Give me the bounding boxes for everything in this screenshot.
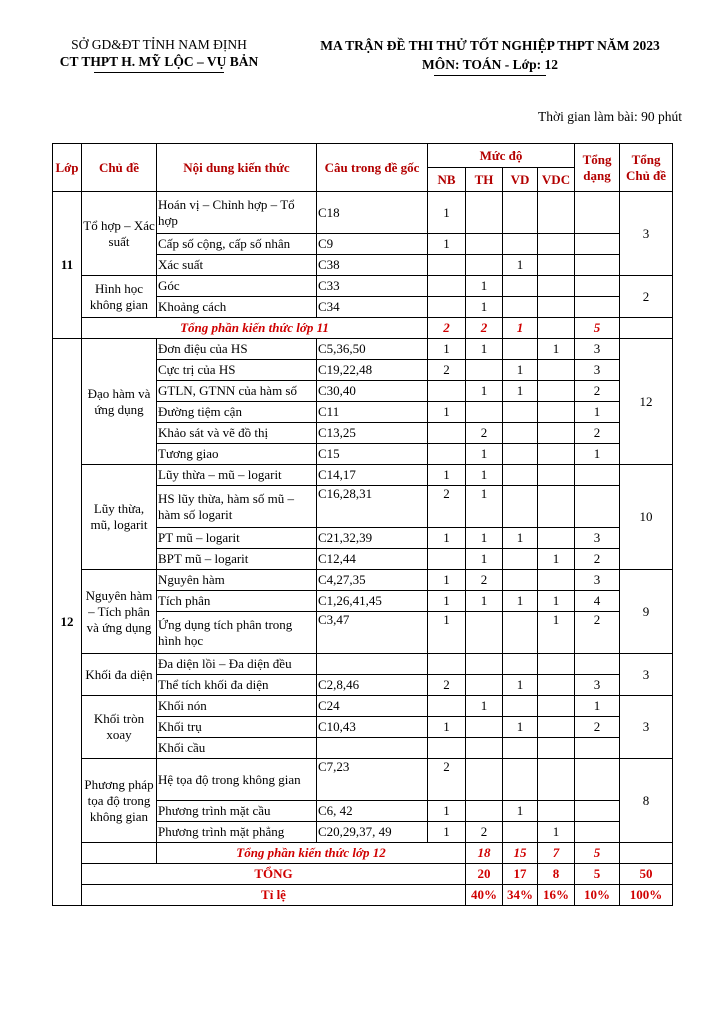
question-cell: C3,47 [317, 612, 428, 654]
content-cell: Khối trụ [157, 717, 317, 738]
question-cell: C4,27,35 [317, 570, 428, 591]
th-cell: 1 [466, 276, 503, 297]
header-vdc: VDC [538, 168, 575, 192]
ratio-vd: 16% [538, 885, 575, 906]
nb-cell [428, 654, 466, 675]
tong-dang-cell [575, 297, 620, 318]
topic-name: Khối tròn xoay [82, 696, 157, 759]
th-cell [466, 738, 503, 759]
topic-total: 12 [620, 339, 673, 465]
content-cell: HS lũy thừa, hàm số mũ – hàm số logarit [157, 486, 317, 528]
question-cell: C15 [317, 444, 428, 465]
summary-empty [620, 318, 673, 339]
tong-dang-cell [575, 276, 620, 297]
content-cell: Nguyên hàm [157, 570, 317, 591]
content-cell: Khối cầu [157, 738, 317, 759]
vdc-cell [538, 528, 575, 549]
question-cell: C5,36,50 [317, 339, 428, 360]
tong-dang-cell: 3 [575, 675, 620, 696]
topic-total: 9 [620, 570, 673, 654]
total-row [53, 864, 673, 885]
total-vd: 8 [538, 864, 575, 885]
ratio-nb: 40% [466, 885, 503, 906]
topic-total: 10 [620, 465, 673, 570]
topic-name: Nguyên hàm – Tích phân và ứng dụng [82, 570, 157, 654]
summary-vdc: 5 [575, 843, 620, 864]
question-cell: C14,17 [317, 465, 428, 486]
vd-cell [503, 738, 538, 759]
th-cell [466, 360, 503, 381]
tong-dang-cell: 1 [575, 402, 620, 423]
tong-dang-cell: 2 [575, 717, 620, 738]
topic-name: Đạo hàm và ứng dụng [82, 339, 157, 465]
header-vd: VD [503, 168, 538, 192]
content-cell: Hệ tọa độ trong không gian [157, 759, 317, 801]
nb-cell: 1 [428, 612, 466, 654]
summary-nb: 18 [466, 843, 503, 864]
tong-dang-cell [575, 654, 620, 675]
content-cell: Khoảng cách [157, 297, 317, 318]
ratio-vdc: 10% [575, 885, 620, 906]
header-cau-trong-de: Câu trong đề gốc [317, 144, 428, 192]
exam-duration: Thời gian làm bài: 90 phút [538, 109, 682, 124]
vdc-cell [538, 360, 575, 381]
question-cell: C24 [317, 696, 428, 717]
question-cell: C6, 42 [317, 801, 428, 822]
th-cell: 2 [466, 423, 503, 444]
question-cell: C20,29,37, 49 [317, 822, 428, 843]
vdc-cell [538, 255, 575, 276]
topic-name: Lũy thừa, mũ, logarit [82, 465, 157, 570]
header-noi-dung: Nội dung kiến thức [157, 144, 317, 192]
question-cell: C11 [317, 402, 428, 423]
tong-dang-cell: 2 [575, 381, 620, 402]
total-tong: 50 [620, 864, 673, 885]
question-cell: C7,23 [317, 759, 428, 801]
vd-cell [503, 339, 538, 360]
tong-dang-cell: 2 [575, 423, 620, 444]
vdc-cell: 1 [538, 612, 575, 654]
tong-dang-cell: 3 [575, 570, 620, 591]
vdc-cell: 1 [538, 339, 575, 360]
ratio-label: Tỉ lệ [82, 885, 466, 906]
total-label: TỔNG [82, 864, 466, 885]
question-cell: C18 [317, 192, 428, 234]
table-row [53, 276, 673, 297]
subject-line: MÔN: TOÁN - Lớp: 12 [422, 57, 558, 72]
vdc-cell [538, 570, 575, 591]
th-cell [466, 717, 503, 738]
tong-dang-cell: 3 [575, 528, 620, 549]
vdc-cell [538, 738, 575, 759]
tong-dang-cell [575, 738, 620, 759]
nb-cell: 1 [428, 570, 466, 591]
vd-cell [503, 297, 538, 318]
summary-vd: 1 [503, 318, 538, 339]
nb-cell [428, 297, 466, 318]
vdc-cell [538, 486, 575, 528]
vdc-cell [538, 654, 575, 675]
tong-dang-cell [575, 486, 620, 528]
content-cell: Góc [157, 276, 317, 297]
nb-cell: 1 [428, 822, 466, 843]
nb-cell [428, 738, 466, 759]
tong-dang-cell [575, 465, 620, 486]
content-cell: Đơn điệu của HS [157, 339, 317, 360]
nb-cell: 2 [428, 360, 466, 381]
summary-vdc [538, 318, 575, 339]
topic-total: 8 [620, 759, 673, 843]
vdc-cell: 1 [538, 822, 575, 843]
header-th: TH [466, 168, 503, 192]
topic-total: 3 [620, 654, 673, 696]
vdc-cell [538, 717, 575, 738]
vdc-cell [538, 675, 575, 696]
tong-dang-cell: 2 [575, 612, 620, 654]
question-cell [317, 738, 428, 759]
vdc-cell: 1 [538, 591, 575, 612]
content-cell: Đường tiệm cận [157, 402, 317, 423]
topic-total: 3 [620, 192, 673, 276]
vdc-cell [538, 402, 575, 423]
th-cell [466, 675, 503, 696]
th-cell: 1 [466, 381, 503, 402]
subject-underline [434, 75, 546, 76]
tong-dang-cell: 3 [575, 360, 620, 381]
tong-dang-cell [575, 255, 620, 276]
total-th: 17 [503, 864, 538, 885]
nb-cell [428, 444, 466, 465]
th-cell: 1 [466, 339, 503, 360]
tong-dang-cell [575, 234, 620, 255]
content-cell: Tích phân [157, 591, 317, 612]
tong-dang-cell [575, 192, 620, 234]
table-header [53, 144, 673, 192]
vd-cell [503, 570, 538, 591]
summary-th: 2 [466, 318, 503, 339]
summary-th: 15 [503, 843, 538, 864]
nb-cell [428, 549, 466, 570]
nb-cell: 1 [428, 234, 466, 255]
content-cell: Cấp số cộng, cấp số nhân [157, 234, 317, 255]
question-cell: C33 [317, 276, 428, 297]
vdc-cell [538, 444, 575, 465]
header-lop: Lớp [53, 144, 82, 192]
nb-cell [428, 696, 466, 717]
grade-label: 11 [53, 192, 82, 339]
department-name: SỞ GD&ĐT TỈNH NAM ĐỊNH [71, 37, 247, 52]
nb-cell: 1 [428, 402, 466, 423]
vd-cell [503, 822, 538, 843]
header-tong-chu-de: Tổng Chủ đề [620, 144, 673, 192]
exam-matrix-table [52, 143, 673, 906]
nb-cell: 1 [428, 339, 466, 360]
header-nb: NB [428, 168, 466, 192]
tong-dang-cell [575, 801, 620, 822]
question-cell: C10,43 [317, 717, 428, 738]
topic-name: Tổ hợp – Xác suất [82, 192, 157, 276]
ratio-row [53, 885, 673, 906]
nb-cell [428, 381, 466, 402]
content-cell: Thể tích khối đa diện [157, 675, 317, 696]
ratio-tong: 100% [620, 885, 673, 906]
th-cell [466, 612, 503, 654]
content-cell: Khối nón [157, 696, 317, 717]
nb-cell: 2 [428, 759, 466, 801]
vdc-cell [538, 192, 575, 234]
vd-cell: 1 [503, 360, 538, 381]
ratio-th: 34% [503, 885, 538, 906]
vd-cell [503, 444, 538, 465]
th-cell: 2 [466, 822, 503, 843]
content-cell: Đa diện lồi – Đa diện đều [157, 654, 317, 675]
topic-name: Phương pháp tọa độ trong không gian [82, 759, 157, 843]
nb-cell [428, 423, 466, 444]
topic-name: Hình học không gian [82, 276, 157, 318]
th-cell [466, 234, 503, 255]
vdc-cell [538, 381, 575, 402]
vdc-cell [538, 297, 575, 318]
question-cell: C2,8,46 [317, 675, 428, 696]
table-row [53, 192, 673, 234]
question-cell [317, 654, 428, 675]
vd-cell [503, 759, 538, 801]
nb-cell: 1 [428, 528, 466, 549]
nb-cell: 1 [428, 801, 466, 822]
vdc-cell: 1 [538, 549, 575, 570]
question-cell: C1,26,41,45 [317, 591, 428, 612]
school-name: CT THPT H. MỸ LỘC – VỤ BẢN [59, 54, 259, 69]
table-row [53, 570, 673, 591]
tong-dang-cell [575, 759, 620, 801]
th-cell [466, 654, 503, 675]
content-cell: Xác suất [157, 255, 317, 276]
th-cell: 1 [466, 465, 503, 486]
vdc-cell [538, 759, 575, 801]
summary-label: Tổng phần kiến thức lớp 11 [82, 318, 428, 339]
exam-header [290, 36, 690, 76]
header-underline [94, 72, 224, 73]
th-cell: 1 [466, 486, 503, 528]
vdc-cell [538, 234, 575, 255]
tong-dang-cell [575, 822, 620, 843]
vd-cell: 1 [503, 717, 538, 738]
content-cell: Cực trị của HS [157, 360, 317, 381]
th-cell: 1 [466, 696, 503, 717]
content-cell: Hoán vị – Chỉnh hợp – Tổ hợp [157, 192, 317, 234]
grade-label: 12 [53, 339, 82, 906]
summary-vd: 7 [538, 843, 575, 864]
th-cell: 1 [466, 528, 503, 549]
vdc-cell [538, 423, 575, 444]
nb-cell: 1 [428, 591, 466, 612]
th-cell: 1 [466, 297, 503, 318]
table-row [53, 465, 673, 486]
vd-cell: 1 [503, 255, 538, 276]
summary-nb: 2 [428, 318, 466, 339]
content-cell: Lũy thừa – mũ – logarit [157, 465, 317, 486]
vdc-cell [538, 696, 575, 717]
tong-dang-cell: 2 [575, 549, 620, 570]
th-cell [466, 255, 503, 276]
summary-row-grade11 [53, 318, 673, 339]
vd-cell [503, 276, 538, 297]
question-cell: C30,40 [317, 381, 428, 402]
question-cell: C34 [317, 297, 428, 318]
vd-cell: 1 [503, 528, 538, 549]
nb-cell [428, 255, 466, 276]
tong-dang-cell: 1 [575, 444, 620, 465]
question-cell: C19,22,48 [317, 360, 428, 381]
nb-cell: 1 [428, 717, 466, 738]
vd-cell [503, 192, 538, 234]
summary-tong [620, 843, 673, 864]
nb-cell: 1 [428, 192, 466, 234]
content-cell: GTLN, GTNN của hàm số [157, 381, 317, 402]
topic-total: 3 [620, 696, 673, 759]
vdc-cell [538, 276, 575, 297]
vd-cell [503, 549, 538, 570]
table-body [53, 192, 673, 906]
content-cell: Khảo sát và vẽ đồ thị [157, 423, 317, 444]
th-cell: 2 [466, 570, 503, 591]
question-cell: C13,25 [317, 423, 428, 444]
vd-cell [503, 423, 538, 444]
content-cell: Ứng dụng tích phân trong hình học [157, 612, 317, 654]
th-cell: 1 [466, 444, 503, 465]
exam-title: MA TRẬN ĐỀ THI THỬ TỐT NGHIỆP THPT NĂM 2023 [320, 38, 660, 53]
nb-cell [428, 276, 466, 297]
vd-cell [503, 465, 538, 486]
vd-cell [503, 696, 538, 717]
content-cell: Phương trình mặt cầu [157, 801, 317, 822]
content-cell: Phương trình mặt phẳng [157, 822, 317, 843]
summary-tong: 5 [575, 318, 620, 339]
vd-cell [503, 612, 538, 654]
vd-cell [503, 234, 538, 255]
vd-cell: 1 [503, 591, 538, 612]
vd-cell: 1 [503, 801, 538, 822]
th-cell: 1 [466, 549, 503, 570]
school-header [40, 36, 278, 73]
summary-empty [82, 843, 157, 864]
question-cell: C21,32,39 [317, 528, 428, 549]
table-row [53, 759, 673, 801]
question-cell: C38 [317, 255, 428, 276]
vd-cell [503, 402, 538, 423]
th-cell [466, 759, 503, 801]
question-cell: C12,44 [317, 549, 428, 570]
total-vdc: 5 [575, 864, 620, 885]
tong-dang-cell: 4 [575, 591, 620, 612]
header-muc-do: Mức độ [428, 144, 575, 168]
nb-cell: 1 [428, 465, 466, 486]
nb-cell: 2 [428, 486, 466, 528]
header-chu-de: Chủ đề [82, 144, 157, 192]
tong-dang-cell: 1 [575, 696, 620, 717]
question-cell: C9 [317, 234, 428, 255]
header-tong-dang: Tổng dạng [575, 144, 620, 192]
summary-row-grade12 [53, 843, 673, 864]
summary-label: Tổng phần kiến thức lớp 12 [157, 843, 466, 864]
table-row [53, 696, 673, 717]
th-cell [466, 192, 503, 234]
th-cell [466, 402, 503, 423]
content-cell: PT mũ – logarit [157, 528, 317, 549]
vd-cell [503, 654, 538, 675]
topic-name: Khối đa diện [82, 654, 157, 696]
total-nb: 20 [466, 864, 503, 885]
vd-cell: 1 [503, 675, 538, 696]
content-cell: Tương giao [157, 444, 317, 465]
question-cell: C16,28,31 [317, 486, 428, 528]
tong-dang-cell: 3 [575, 339, 620, 360]
content-cell: BPT mũ – logarit [157, 549, 317, 570]
vdc-cell [538, 465, 575, 486]
nb-cell: 2 [428, 675, 466, 696]
topic-total: 2 [620, 276, 673, 318]
vd-cell: 1 [503, 381, 538, 402]
vd-cell [503, 486, 538, 528]
table-row [53, 339, 673, 360]
th-cell [466, 801, 503, 822]
table-row [53, 654, 673, 675]
th-cell: 1 [466, 591, 503, 612]
vdc-cell [538, 801, 575, 822]
